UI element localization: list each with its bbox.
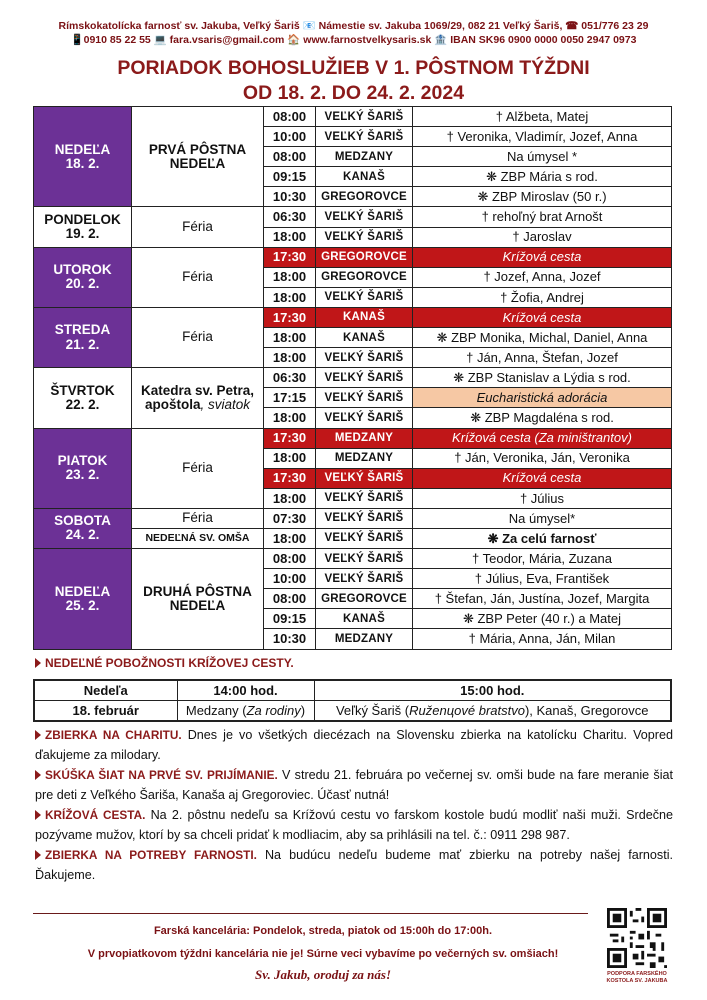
location-note: Ruženцové bratstvo (409, 703, 525, 718)
arrow-right-icon (35, 730, 41, 740)
liturgy-cell: Féria (132, 508, 264, 528)
intention-cell: ❋ ZBP Monika, Michal, Daniel, Anna (413, 328, 672, 348)
intention-cell: † Jaroslav (413, 227, 672, 247)
place-cell: MEDZANY (316, 448, 413, 468)
time-cell: 10:30 (264, 187, 316, 207)
place-cell: VEĽKÝ ŠARIŠ (316, 569, 413, 589)
place-cell: KANAŠ (316, 307, 413, 327)
time-cell: 08:00 (264, 549, 316, 569)
devotions-date: 18. február (34, 701, 177, 722)
time-cell: 08:00 (264, 107, 316, 127)
intention-cell: † Ján, Veronika, Ján, Veronika (413, 448, 672, 468)
liturgy-cell: Féria (132, 207, 264, 247)
time-cell: 08:00 (264, 589, 316, 609)
intention-cell: † Veronika, Vladimír, Jozef, Anna (413, 127, 672, 147)
place-cell: MEDZANY (316, 428, 413, 448)
time-cell: 09:15 (264, 167, 316, 187)
liturgy-cell: PRVÁ PÔSTNA NEDEĽA (132, 107, 264, 207)
location-note: Za rodiny (246, 703, 301, 718)
page-date-range: OD 18. 2. DO 24. 2. 2024 (242, 82, 465, 104)
page-title: PORIADOK BOHOSLUŽIEB V 1. PÔSTNOM TÝŽDNI (117, 57, 590, 79)
place-cell: VEĽKÝ ŠARIŠ (316, 107, 413, 127)
intention-cell: Na úmysel* (413, 508, 672, 528)
liturgy-feast-line: Katedra sv. Petra, (140, 382, 255, 398)
notice-way-of-cross (35, 806, 673, 846)
intention-cell: ❋ ZBP Miroslav (50 r.) (413, 187, 672, 207)
office-hours: Farská kancelária: Pondelok, streda, piatok od 15:00h do 17:00h. (153, 925, 493, 937)
intention-cell: ❋ ZBP Magdaléna s rod. (413, 408, 672, 428)
place-cell: VEĽKÝ ŠARIŠ (316, 488, 413, 508)
table-row (34, 701, 671, 722)
place-cell: VEĽKÝ ŠARIŠ (316, 127, 413, 147)
intention-cell: † Žofia, Andrej (413, 287, 672, 307)
intention-cell: † Jozef, Anna, Jozef (413, 267, 672, 287)
day-cell: UTOROK 20. 2. (34, 247, 132, 307)
devotions-location-1 (177, 701, 314, 722)
place-cell: VEĽKÝ ŠARIŠ (316, 468, 413, 488)
table-row (34, 307, 672, 327)
table-row (34, 680, 671, 701)
intention-cell: † Ján, Anna, Štefan, Jozef (413, 348, 672, 368)
liturgy-cell: Féria (132, 307, 264, 367)
time-cell: 10:00 (264, 569, 316, 589)
notice-lead: ZBIERKA NA CHARITU. (45, 728, 182, 742)
table-row (34, 428, 672, 448)
day-cell: STREDA 21. 2. (34, 307, 132, 367)
schedule-table (33, 106, 672, 650)
time-cell: 09:15 (264, 609, 316, 629)
notice-parish-collection (35, 846, 673, 886)
place-cell: VEĽKÝ ŠARIŠ (316, 227, 413, 247)
intention-cell: † Štefan, Ján, Justína, Jozef, Margita (413, 589, 672, 609)
intention-cell: Krížová cesta (Za miništrantov) (413, 428, 672, 448)
footer-divider (33, 913, 588, 914)
place-cell: VEĽKÝ ŠARIŠ (316, 207, 413, 227)
table-row (34, 247, 672, 267)
time-cell: 18:00 (264, 227, 316, 247)
arrow-right-icon (35, 810, 41, 820)
place-cell: VEĽKÝ ŠARIŠ (316, 348, 413, 368)
liturgy-cell (132, 368, 264, 428)
notice-text: Na budúcu nedeľu budeme mať zbierku na potreby našej farnosti. Ďakujeme. (35, 848, 674, 882)
devotions-heading (35, 656, 294, 670)
devotions-location-2 (314, 701, 671, 722)
liturgy-feast-rank: , sviatok (200, 396, 251, 412)
table-row (34, 368, 672, 388)
time-cell: 17:30 (264, 247, 316, 267)
devotions-time-1: 14:00 hod. (177, 680, 314, 701)
intention-cell: Krížová cesta (413, 468, 672, 488)
time-cell: 17:30 (264, 468, 316, 488)
liturgy-cell: DRUHÁ PÔSTNA NEDEĽA (132, 549, 264, 649)
notice-lead: SKÚŠKA ŠIAT NA PRVÉ SV. PRIJÍMANIE. (45, 768, 278, 782)
time-cell: 18:00 (264, 328, 316, 348)
place-cell: VEĽKÝ ŠARIŠ (316, 408, 413, 428)
devotions-heading-text: NEDEĽNÉ POBOŽNOSTI KRÍŽOVEJ CESTY. (45, 656, 294, 670)
arrow-right-icon (35, 770, 41, 780)
location-text: ), Kanaš, Gregorovce (524, 703, 649, 718)
day-cell: ŠTVRTOK 22. 2. (34, 368, 132, 428)
intention-cell: ❋ ZBP Peter (40 r.) a Matej (413, 609, 672, 629)
location-text: Medzany ( (185, 703, 247, 718)
place-cell: GREGOROVCE (316, 267, 413, 287)
time-cell: 18:00 (264, 448, 316, 468)
time-cell: 18:00 (264, 267, 316, 287)
time-cell: 18:00 (264, 408, 316, 428)
place-cell: GREGOROVCE (316, 247, 413, 267)
liturgy-cell: Féria (132, 428, 264, 508)
place-cell: VEĽKÝ ŠARIŠ (316, 508, 413, 528)
time-cell: 06:30 (264, 207, 316, 227)
liturgy-feast-name: apoštola (144, 396, 201, 412)
table-row (34, 107, 672, 127)
time-cell: 18:00 (264, 488, 316, 508)
day-cell: PONDELOK 19. 2. (34, 207, 132, 247)
notice-text: V stredu 21. februára po večernej sv. omši bude na fare meranie šiat pre deti z Veľkého Šariša, Kanaša aj Gregoroviec. Účasť nutná! (35, 768, 674, 802)
header-contact-line-2: 📱0910 85 22 55 💻 fara.vsaris@gmail.com 🏠 www.farnostvelkysaris.sk 🏦 IBAN SK96 0900 0000 0050 2947 0973 (70, 34, 637, 46)
notice-text: Dnes je vo všetkých diecézach na Slovensku zbierka na katolícku Charitu. Vopred ďakujeme za milodary. (35, 728, 673, 762)
arrow-right-icon (35, 850, 41, 860)
intention-cell: † rehoľný brat Arnošt (413, 207, 672, 227)
intention-cell: Eucharistická adorácia (413, 388, 672, 408)
time-cell: 17:30 (264, 428, 316, 448)
time-cell: 17:30 (264, 307, 316, 327)
liturgy-cell: Féria (132, 247, 264, 307)
intention-cell: ❋ Za celú farnosť (413, 528, 672, 548)
qr-caption: PODPORA FARSKÉHO KOSTOLA SV. JAKUBA (606, 971, 668, 984)
day-cell: SOBOTA 24. 2. (34, 508, 132, 548)
place-cell: KANAŠ (316, 167, 413, 187)
table-row (34, 508, 672, 528)
day-cell: NEDEĽA 25. 2. (34, 549, 132, 649)
table-row (34, 549, 672, 569)
intention-cell: Na úmysel * (413, 147, 672, 167)
intention-cell: ❋ ZBP Stanislav a Lýdia s rod. (413, 368, 672, 388)
intention-cell: Krížová cesta (413, 307, 672, 327)
place-cell: KANAŠ (316, 328, 413, 348)
closing-prayer: Sv. Jakub, oroduj za nás! (254, 967, 392, 982)
place-cell: KANAŠ (316, 609, 413, 629)
place-cell: MEDZANY (316, 147, 413, 167)
devotions-day: Nedeľa (34, 680, 177, 701)
place-cell: MEDZANY (316, 629, 413, 649)
time-cell: 17:15 (264, 388, 316, 408)
day-cell: PIATOK 23. 2. (34, 428, 132, 508)
location-text: ) (300, 703, 306, 718)
place-cell: VEĽKÝ ŠARIŠ (316, 287, 413, 307)
notice-lead: ZBIERKA NA POTREBY FARNOSTI. (45, 848, 257, 862)
place-cell: VEĽKÝ ŠARIŠ (316, 549, 413, 569)
header-contact-line-1: Rímskokatolícka farnosť sv. Jakuba, Veľký Šariš 📧 Námestie sv. Jakuba 1069/29, 082 21 Veľký Šariš, ☎ 051/776 23 29 (58, 20, 649, 32)
notice-lead: KRÍŽOVÁ CESTA. (45, 808, 146, 822)
office-notice: V prvopiatkovom týždni kancelária nie je! Súrne veci vybavíme po večerných sv. omšiach! (87, 948, 559, 960)
liturgy-cell: NEDEĽNÁ SV. OMŠA (132, 528, 264, 548)
day-cell: NEDEĽA 18. 2. (34, 107, 132, 207)
devotions-table (33, 679, 672, 722)
arrow-right-icon (35, 658, 41, 668)
intention-cell: † Július (413, 488, 672, 508)
time-cell: 18:00 (264, 528, 316, 548)
intention-cell: † Július, Eva, František (413, 569, 672, 589)
time-cell: 10:00 (264, 127, 316, 147)
time-cell: 08:00 (264, 147, 316, 167)
time-cell: 18:00 (264, 348, 316, 368)
place-cell: VEĽKÝ ŠARIŠ (316, 368, 413, 388)
intention-cell: † Teodor, Mária, Zuzana (413, 549, 672, 569)
notice-text: Na 2. pôstnu nedeľu sa Krížovú cestu vo farskom kostole budú modliť naši muži. Srdečne pozývame mužov, ktorí by sa chceli pridať k modliacim, aby sa prihlásili na tel. č.: 0911 298 987. (35, 808, 674, 842)
intention-cell: ❋ ZBP Mária s rod. (413, 167, 672, 187)
location-text: Veľký Šariš ( (335, 703, 410, 718)
intention-cell: † Alžbeta, Matej (413, 107, 672, 127)
table-row (34, 207, 672, 227)
devotions-time-2: 15:00 hod. (314, 680, 671, 701)
notice-communion-fitting (35, 766, 673, 806)
place-cell: VEĽKÝ ŠARIŠ (316, 528, 413, 548)
time-cell: 10:30 (264, 629, 316, 649)
place-cell: GREGOROVCE (316, 187, 413, 207)
qr-code-icon (607, 908, 667, 968)
place-cell: VEĽKÝ ŠARIŠ (316, 388, 413, 408)
time-cell: 06:30 (264, 368, 316, 388)
place-cell: GREGOROVCE (316, 589, 413, 609)
notice-charity (35, 726, 673, 766)
time-cell: 18:00 (264, 287, 316, 307)
intention-cell: † Mária, Anna, Ján, Milan (413, 629, 672, 649)
intention-cell: Krížová cesta (413, 247, 672, 267)
time-cell: 07:30 (264, 508, 316, 528)
